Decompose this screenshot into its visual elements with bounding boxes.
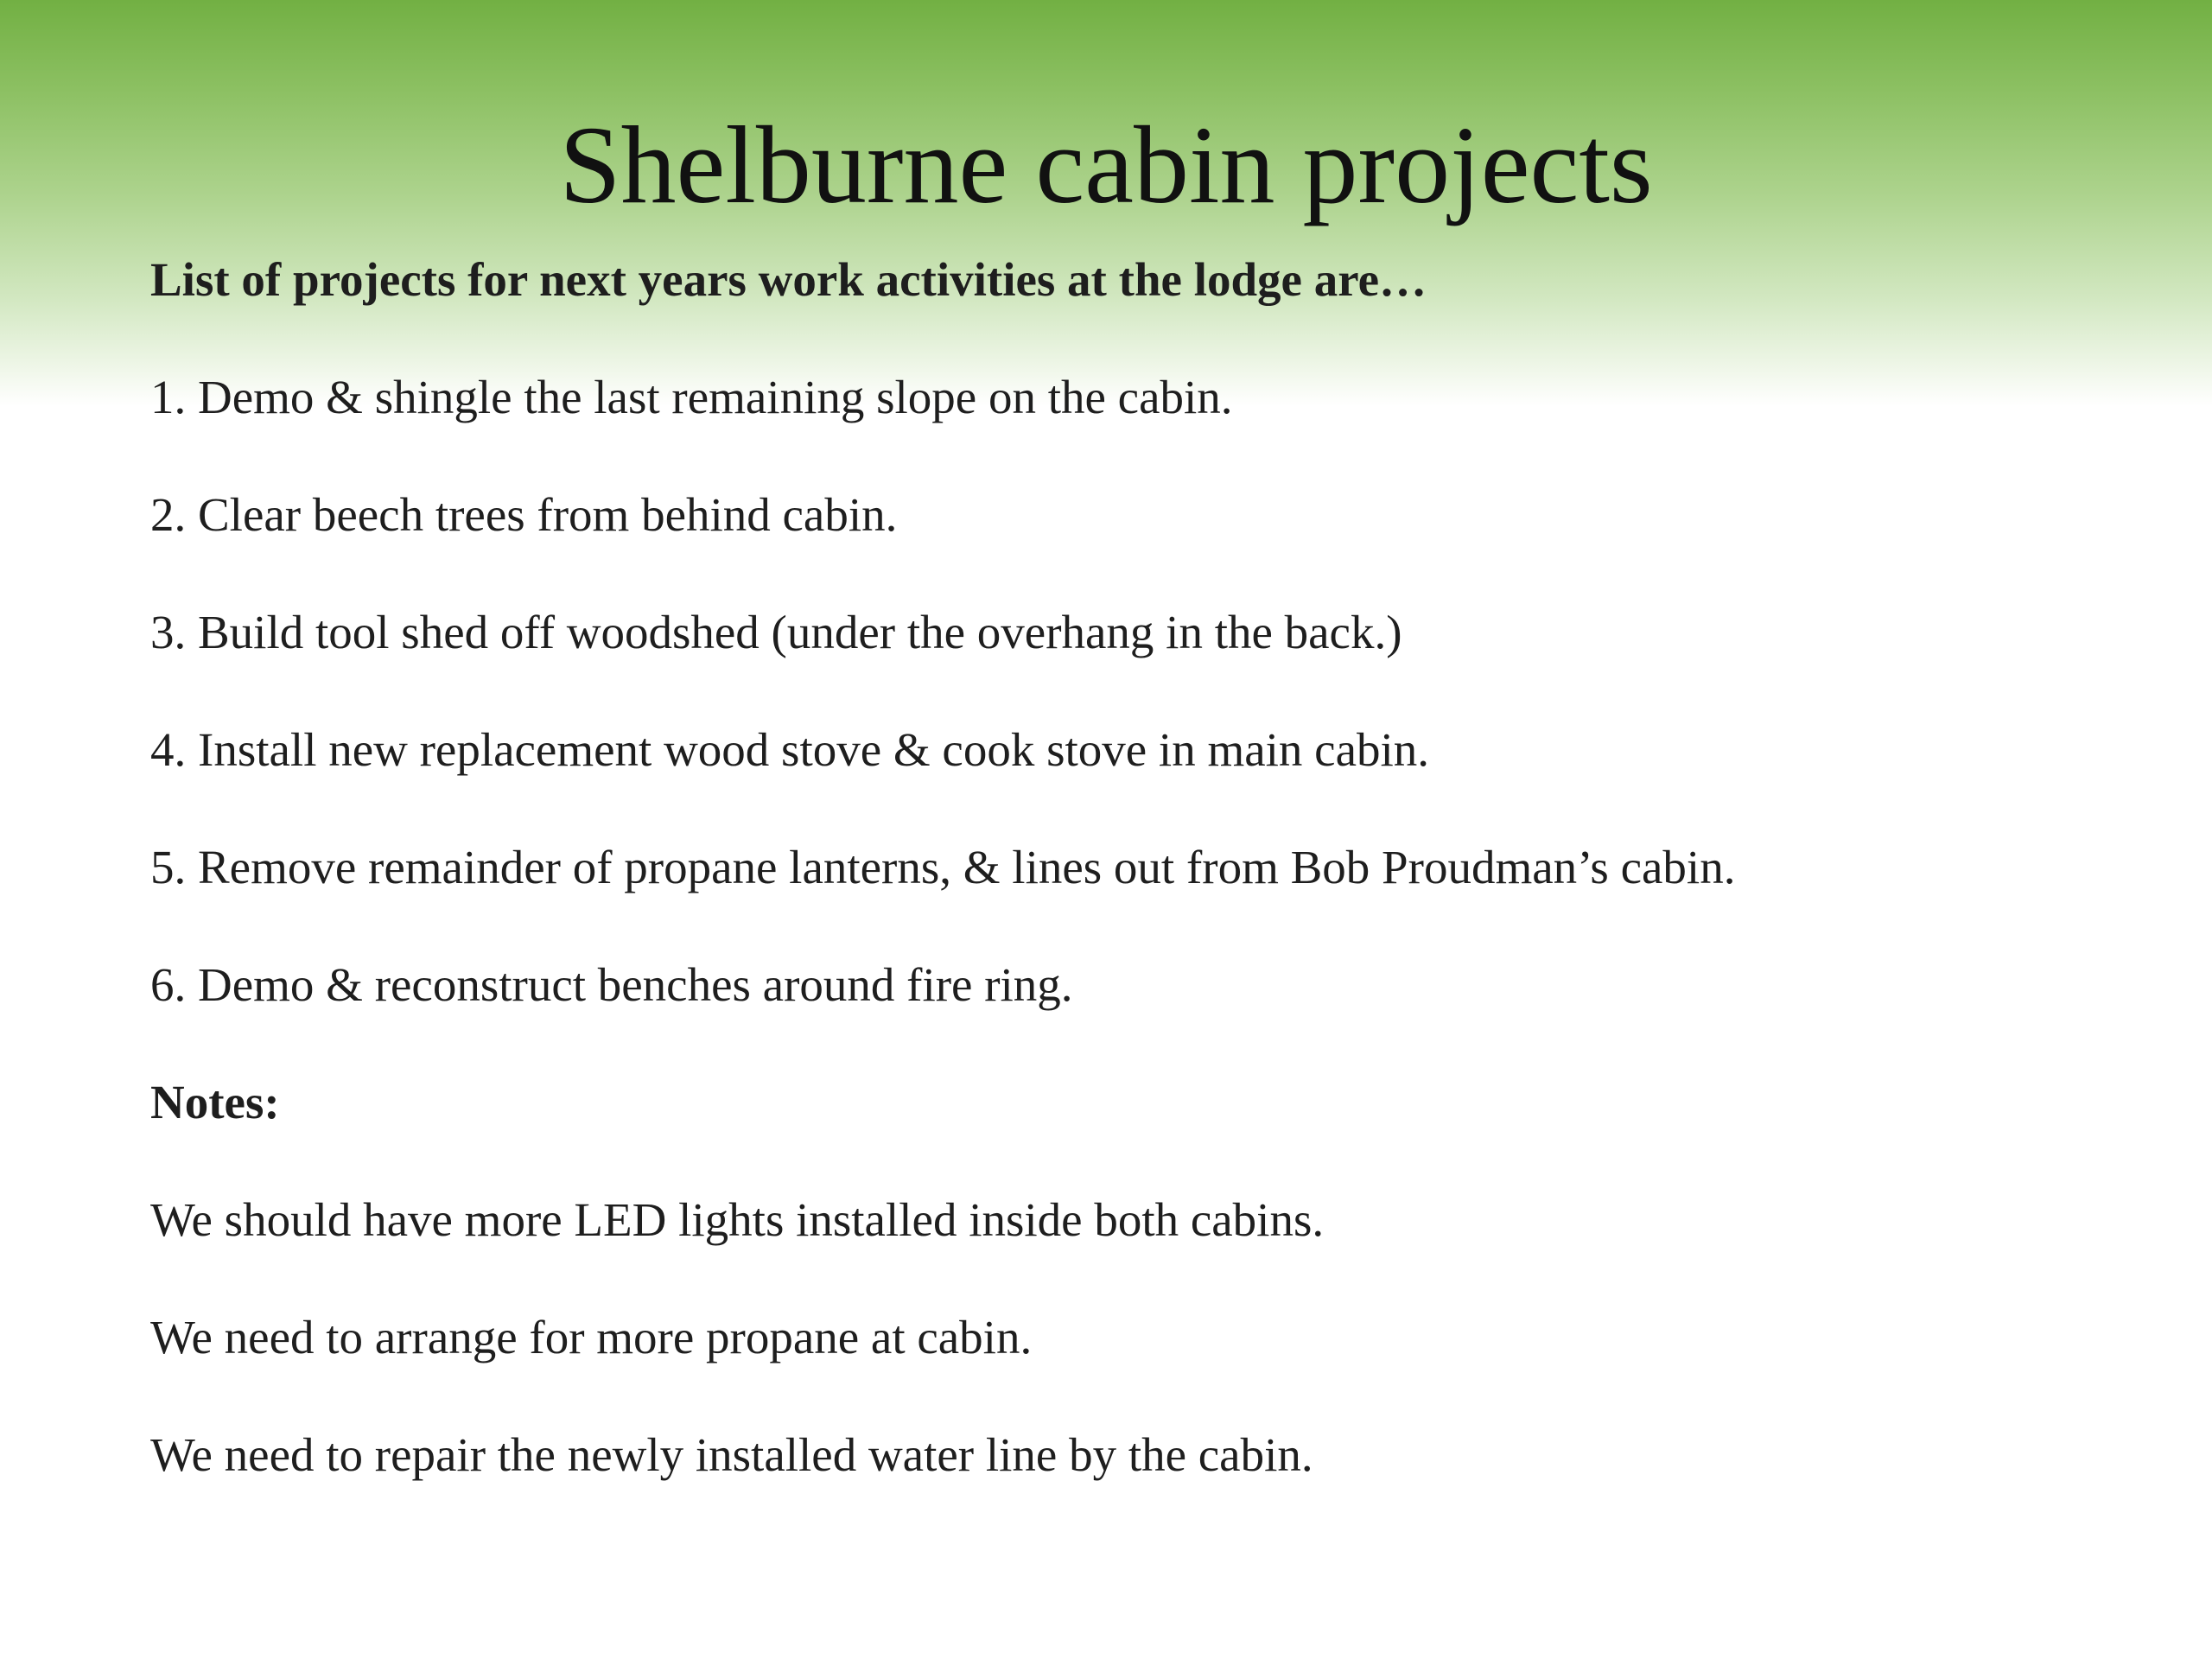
note-item-2: We need to arrange for more propane at cabin. (150, 1311, 1033, 1363)
project-item-2: 2. Clear beech trees from behind cabin. (150, 488, 898, 541)
project-item-6: 6. Demo & reconstruct benches around fire ring. (150, 958, 1073, 1011)
project-item-3: 3. Build tool shed off woodshed (under the overhang in the back.) (150, 606, 1402, 658)
note-item-3: We need to repair the newly installed water line by the cabin. (150, 1428, 1313, 1481)
project-item-4: 4. Install new replacement wood stove & cook stove in main cabin. (150, 723, 1430, 776)
note-item-1: We should have more LED lights installed inside both cabins. (150, 1193, 1325, 1246)
project-item-1: 1. Demo & shingle the last remaining slope on the cabin. (150, 371, 1233, 423)
slide-subtitle: List of projects for next years work activities at the lodge are… (150, 253, 1427, 306)
slide-title: Shelburne cabin projects (559, 104, 1653, 226)
project-item-5: 5. Remove remainder of propane lanterns, & lines out from Bob Proudman’s cabin. (150, 841, 1736, 893)
notes-heading: Notes: (150, 1076, 280, 1128)
slide-body (150, 251, 1758, 1543)
